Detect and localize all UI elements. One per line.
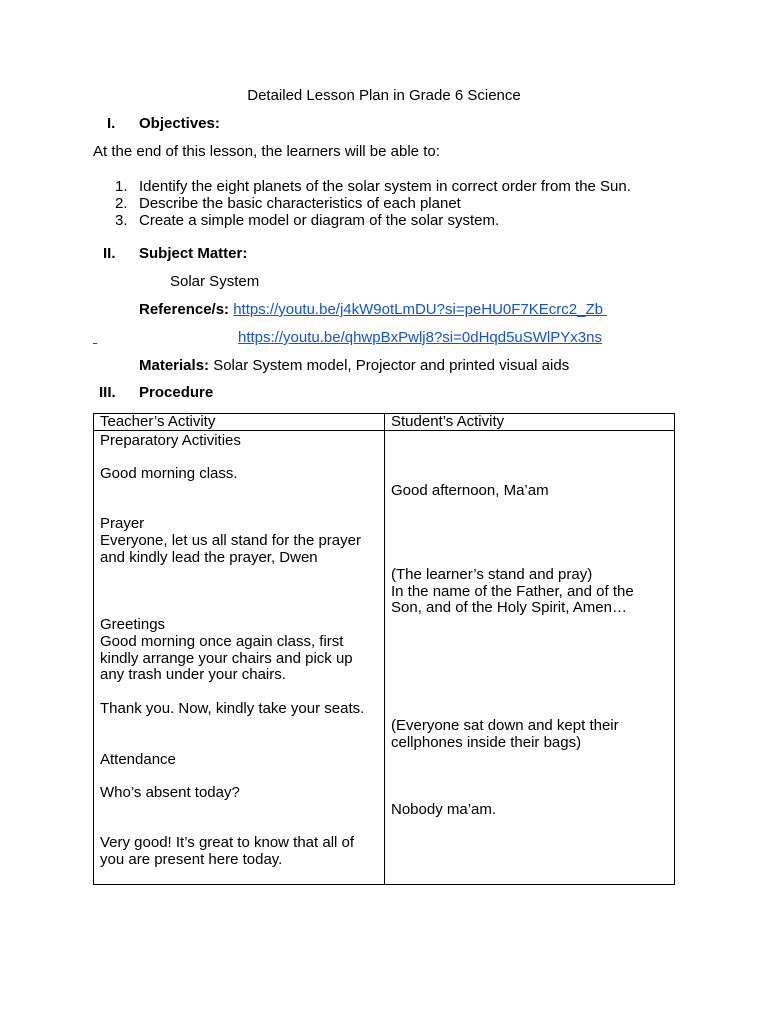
teacher-line: and kindly lead the prayer, Dwen [100,549,318,566]
column-header-student: Student’s Activity [385,414,675,431]
references-line [139,301,607,318]
section-numeral-procedure: III. [99,384,116,401]
materials-line [139,357,569,374]
procedure-table [93,413,675,885]
teacher-line: Good morning once again class, first [100,633,344,650]
teacher-line: Prayer [100,515,145,532]
list-item [115,212,631,229]
student-line: cellphones inside their bags) [391,734,582,751]
references-line-2 [93,329,602,346]
references-label: Reference/s: [139,301,230,318]
teacher-line: you are present here today. [100,851,283,868]
list-item-text: Create a simple model or diagram of the solar system. [139,212,500,229]
list-item-text: Describe the basic characteristics of each planet [139,195,461,212]
teacher-line: Greetings [100,616,166,633]
teacher-line: Thank you. Now, kindly take your seats. [100,700,365,717]
student-line: Son, and of the Holy Spirit, Amen… [391,599,627,616]
table-row [94,431,675,885]
reference-link-1-trailing [603,301,607,318]
materials-label: Materials: [139,357,210,374]
list-item-number: 1. [115,178,128,195]
objectives-heading: Objectives: [139,115,220,132]
table-header-row [94,414,675,431]
student-line: Nobody ma’am. [391,801,497,818]
reference-link-2[interactable]: https://youtu.be/qhwpBxPwlj8?si=0dHqd5uSWlPYx3ns [238,329,602,346]
teacher-line: Preparatory Activities [100,432,241,449]
student-line: In the name of the Father, and of the [391,583,634,600]
student-line: Good afternoon, Ma’am [391,482,549,499]
objectives-intro: At the end of this lesson, the learners will be able to: [93,143,440,160]
reference-link-2-leading [93,329,238,346]
materials-text: Solar System model, Projector and printed visual aids [213,357,570,374]
document-title: Detailed Lesson Plan in Grade 6 Science [247,87,521,104]
subject-topic: Solar System [170,273,260,290]
procedure-heading: Procedure [139,384,214,401]
list-item-text: Identify the eight planets of the solar system in correct order from the Sun. [139,178,631,195]
student-line: (Everyone sat down and kept their [391,717,619,734]
teacher-line: any trash under your chairs. [100,666,286,683]
teacher-line: Good morning class. [100,465,238,482]
teacher-line: Attendance [100,751,176,768]
student-activity-cell [385,431,675,885]
list-item [115,195,631,212]
list-item-number: 3. [115,212,128,229]
teacher-line: Who’s absent today? [100,784,240,801]
list-item-number: 2. [115,195,128,212]
reference-link-1[interactable]: https://youtu.be/j4kW9otLmDU?si=peHU0F7KEcrc2_Zb [233,301,603,318]
student-line: (The learner’s stand and pray) [391,566,593,583]
list-item [115,178,631,195]
teacher-line: Very good! It’s great to know that all of [100,834,355,851]
teacher-activity-cell [94,431,385,885]
section-numeral-subject-matter: II. [103,245,116,262]
teacher-line: kindly arrange your chairs and pick up [100,650,353,667]
section-numeral-objectives: I. [107,115,116,132]
column-header-teacher: Teacher’s Activity [94,414,385,431]
subject-matter-heading: Subject Matter: [139,245,248,262]
objectives-list [115,178,631,229]
teacher-line: Everyone, let us all stand for the prayer [100,532,361,549]
